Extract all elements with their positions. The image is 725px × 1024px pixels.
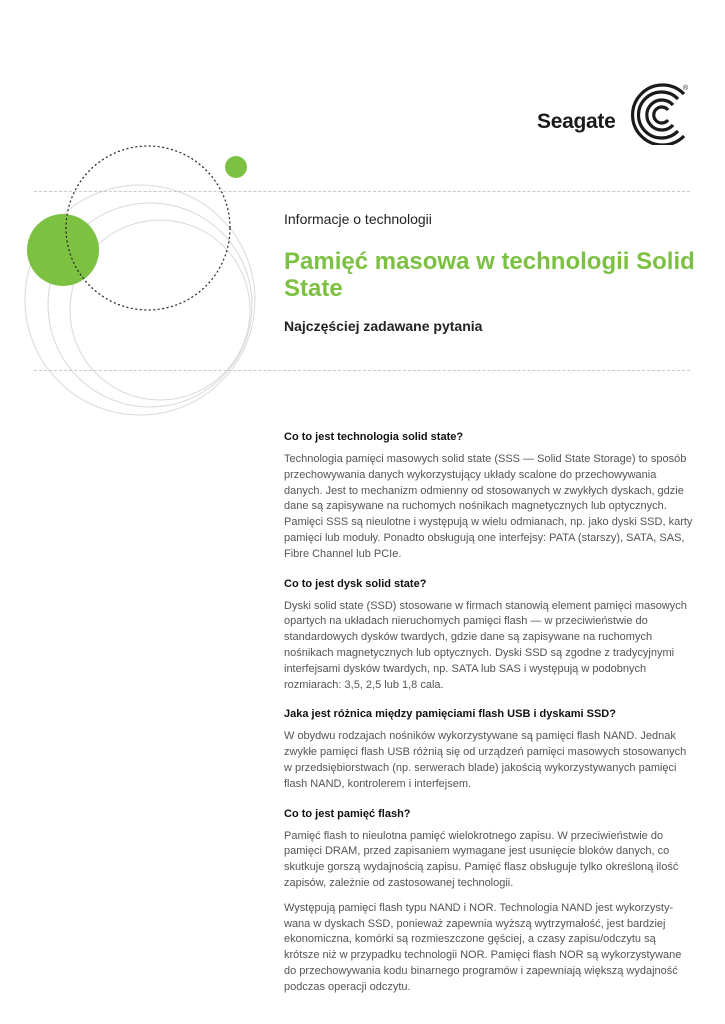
bottom-divider bbox=[34, 370, 690, 371]
small-green-dot bbox=[225, 156, 247, 178]
faq-answer: Technologia pamięci masowych solid state (SSS — Solid State Storage) to sposób przechowywania danych wykorzystujący układy scalone do przechowywania danych. Jest to mechanizm odmienny od stosowanych w zwykłych dyskach, gdzie dane są zapisywane na ruchomych nośnikach magnetycznych lub optycznych. Pamięci SSS są nieulotne i występują w wielu odmianach, np. jako dyski SSD, karty pamięci lub moduły. Ponadto obsługują one interfejsy: PATA (starszy), SATA, SAS, Fibre Channel lub PCIe. bbox=[284, 453, 693, 560]
seagate-swirl-icon bbox=[537, 80, 697, 145]
logo-wordmark: Seagate bbox=[537, 110, 616, 133]
seagate-logo bbox=[537, 80, 697, 145]
faq-answer: W obydwu rodzajach nośników wykorzystywane są pamięci flash NAND. Jednak zwykłe pamięci flash USB różnią się od urządzeń pamięci masowych stosowanych w przedsiębiorstwach (np. serwerach blade) jakością wykorzystywanych pamięci flash NAND, kontrolerem i interfejsem. bbox=[284, 730, 687, 790]
faq-question: Co to jest dysk solid state? bbox=[284, 577, 427, 590]
faq-item bbox=[284, 708, 694, 792]
faq-item bbox=[284, 808, 694, 996]
decorative-circles bbox=[0, 0, 725, 460]
faq-question: Co to jest pamięć flash? bbox=[284, 807, 411, 820]
registered-mark: ® bbox=[683, 85, 689, 92]
faq-question: Co to jest technologia solid state? bbox=[284, 431, 464, 443]
faq-item bbox=[284, 431, 694, 563]
faq-answer: Występują pamięci flash typu NAND i NOR. Technologia NAND jest wykorzystywana w dyskach SSD, ponieważ zapewnia wyższą wytrzymałość, jest bardziej ekonomiczna, komórki są rozmieszczone gęściej, a czasy zapisu/odczytu są krótsze niż w przypadku technologii NOR. Pamięci flash NOR są wykorzystywane do przechowywania kodu binarnego programów i zapewniają większą wydajność podczas operacji odczytu. bbox=[284, 901, 682, 993]
faq-content bbox=[284, 431, 694, 1011]
page-subtitle: Najczęściej zadawane pytania bbox=[284, 318, 483, 334]
faq-item bbox=[284, 578, 694, 694]
faq-question: Jaka jest różnica między pamięciami flash USB i dyskami SSD? bbox=[284, 708, 616, 721]
document-category: Informacje o technologii bbox=[284, 211, 432, 227]
large-green-dot bbox=[27, 214, 99, 286]
faq-answer: Dyski solid state (SSD) stosowane w firmach stanowią element pamięci masowych opartych na układach nieruchomych pamięci flash — w przeciwieństwie do standardowych dysków twardych, gdzie dane są zapisywane na ruchomych nośnikach magnetycznych lub optycznych. Dyski SSD są zgodne z tradycyjnymi interfejsami dysków twardych, np. SATA lub SAS i występują w podobnych rozmiarach: 3,5, 2,5 lub 1,8 cala. bbox=[284, 599, 687, 691]
faq-answer: Pamięć flash to nieulotna pamięć wielokrotnego zapisu. W przeciwieństwie do pamięci DRAM, przed zapisaniem wymagane jest usunięcie bloków danych, co skutkuje gorszą wydajnością zapisu. Pamięć flasz obsługuje tylko określoną ilość zapisów, zależnie od zastosowanej technologii. bbox=[284, 829, 679, 889]
page-title: Pamięć masowa w technologii Solid State bbox=[284, 248, 695, 302]
top-divider bbox=[34, 191, 690, 192]
